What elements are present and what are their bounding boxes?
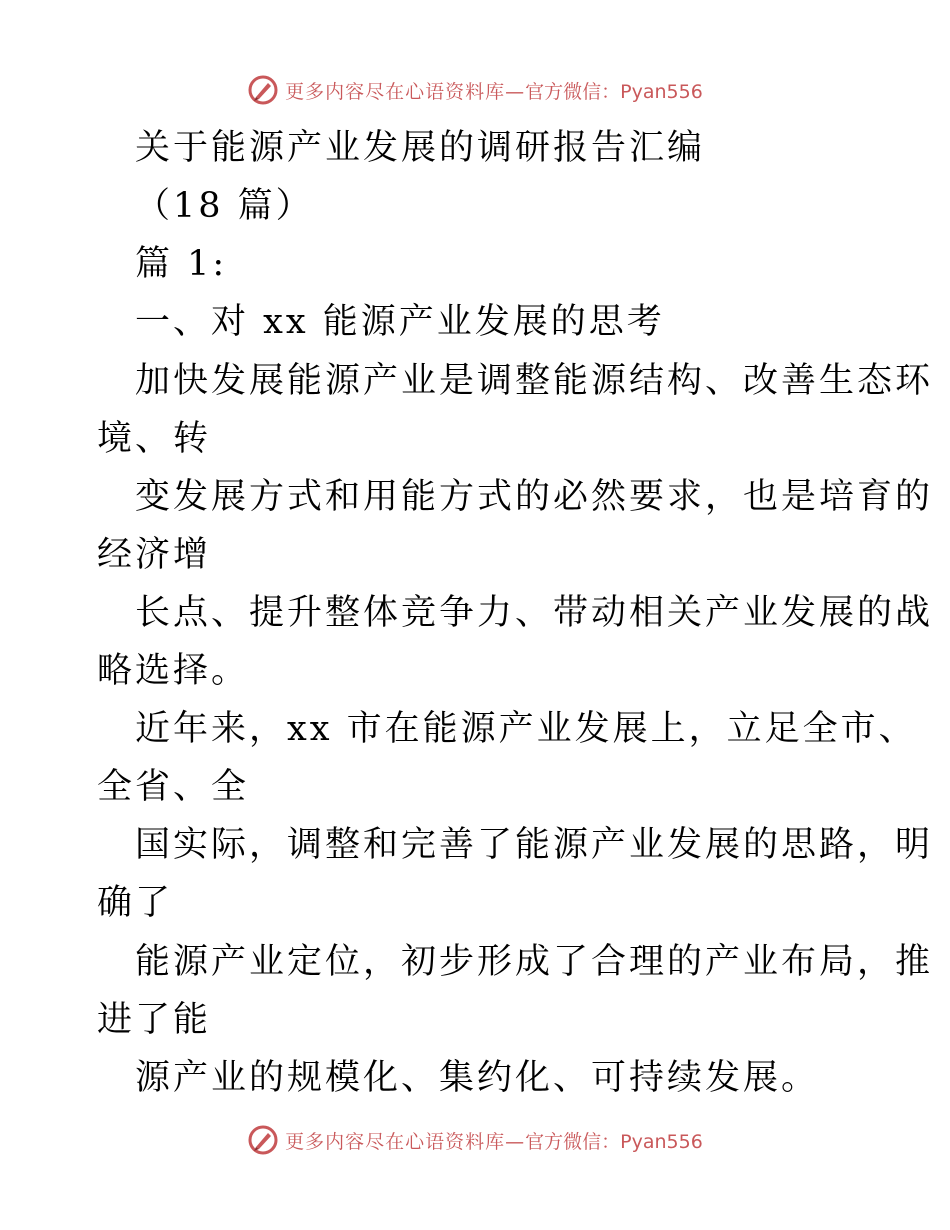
paragraph-line: 变发展方式和用能方式的必然要求，也是培育的 — [135, 477, 934, 517]
footer-banner — [0, 1120, 950, 1160]
document-count: （18 篇） — [135, 186, 314, 226]
paragraph-line: 长点、提升整体竞争力、带动相关产业发展的战 — [135, 593, 934, 633]
paragraph-line: 能源产业定位，初步形成了合理的产业布局，推 — [135, 942, 934, 982]
paragraph-line: 经济增 — [97, 535, 212, 575]
banner-dash: — — [505, 80, 526, 103]
banner-text — [285, 1127, 703, 1154]
section-heading: 一、对 xx 能源产业发展的思考 — [135, 302, 665, 342]
banner-contact: 官方微信：Pyan556 — [525, 80, 703, 103]
header-banner — [0, 70, 950, 110]
section-label: 篇 1: — [135, 244, 228, 284]
banner-contact: 官方微信：Pyan556 — [525, 1130, 703, 1153]
paragraph-line: 国实际，调整和完善了能源产业发展的思路，明 — [135, 825, 934, 865]
banner-dash: — — [505, 1130, 526, 1153]
paragraph-line: 进了能 — [97, 1000, 212, 1040]
paragraph-line: 全省、全 — [97, 767, 250, 807]
banner-slogan: 更多内容尽在心语资料库 — [285, 80, 506, 103]
paragraph-line: 确了 — [97, 883, 174, 923]
pen-logo-icon — [247, 1124, 279, 1156]
paragraph-line: 境、转 — [97, 419, 212, 459]
paragraph-line: 源产业的规模化、集约化、可持续发展。 — [135, 1058, 820, 1098]
banner-slogan: 更多内容尽在心语资料库 — [285, 1130, 506, 1153]
paragraph-line: 略选择。 — [97, 651, 250, 691]
document-title: 关于能源产业发展的调研报告汇编 — [135, 128, 706, 168]
paragraph-line: 近年来，xx 市在能源产业发展上，立足全市、 — [135, 709, 917, 749]
pen-logo-icon — [247, 74, 279, 106]
paragraph-line: 加快发展能源产业是调整能源结构、改善生态环 — [135, 361, 934, 401]
banner-text — [285, 77, 703, 104]
